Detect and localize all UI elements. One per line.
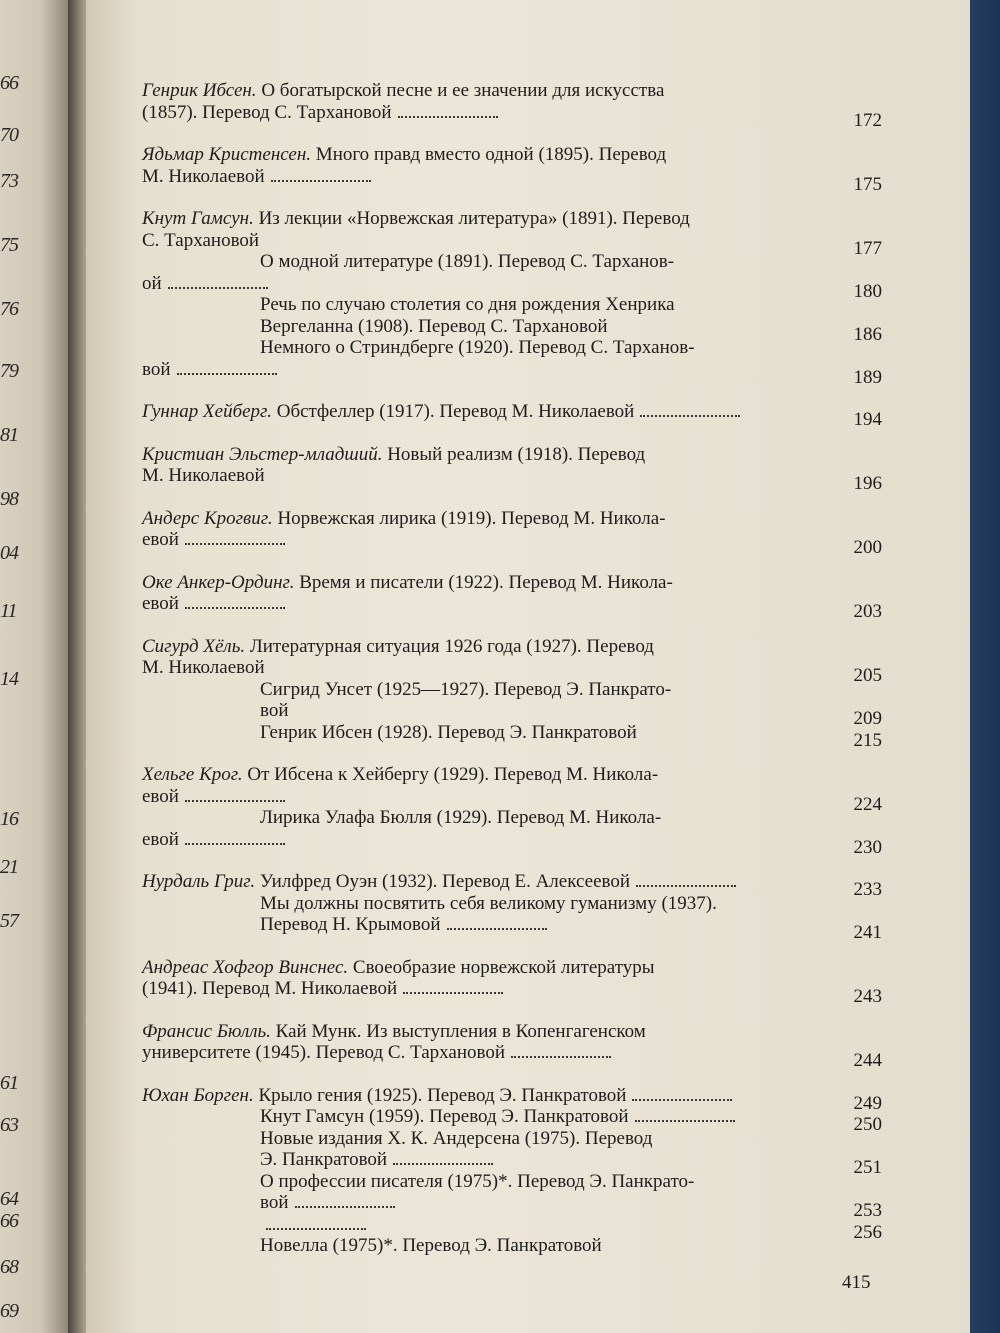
- author-name: Сигурд Хёль.: [142, 635, 250, 657]
- margin-page-number: 81: [0, 424, 18, 446]
- margin-page-number: 11: [0, 600, 17, 622]
- margin-page-number: 04: [0, 542, 18, 564]
- entry-title: Новые издания Х. К. Андерсена (1975). Перевод: [260, 1127, 653, 1149]
- margin-page-number: 75: [0, 234, 18, 256]
- toc-line: [142, 1214, 882, 1243]
- entry-title: Время и писатели (1922). Перевод М. Никола-: [299, 571, 673, 593]
- entry-title: Кай Мунк. Из выступления в Копенгагенском: [275, 1020, 646, 1042]
- toc-line: [142, 251, 882, 273]
- entry-title: Из лекции «Норвежская литература» (1891). Перевод: [258, 208, 690, 229]
- dot-leader: [635, 1114, 735, 1122]
- dot-leader: [185, 537, 285, 545]
- dot-leader: [398, 110, 498, 118]
- margin-page-number: 66: [0, 1210, 18, 1232]
- toc-entry: [142, 764, 882, 858]
- dot-leader: [632, 1093, 732, 1101]
- toc-line: [142, 807, 882, 829]
- entry-title: От Ибсена к Хейбергу (1929). Перевод М. Никола-: [247, 764, 659, 785]
- toc-line: [142, 80, 882, 102]
- toc-line: [142, 700, 882, 729]
- author-name: Оке Анкер-Ординг.: [142, 571, 300, 593]
- dot-leader: [177, 367, 277, 375]
- entry-title: О профессии писателя (1975)*. Перевод Э. Панкрато-: [260, 1170, 695, 1192]
- toc-page-number: 230: [853, 836, 882, 858]
- table-of-contents: [142, 80, 882, 1278]
- margin-page-number: 57: [0, 910, 18, 932]
- toc-page-number: 196: [853, 473, 882, 494]
- entry-title: Крыло гения (1925). Перевод Э. Панкратовой: [258, 1084, 627, 1106]
- toc-line: [142, 679, 882, 701]
- entry-title: Мы должны посвятить себя великому гуманизму (1937).: [260, 892, 717, 914]
- toc-entry: [142, 401, 882, 430]
- entry-title: М. Николаевой: [142, 657, 265, 678]
- toc-line: [142, 1021, 882, 1043]
- toc-page-number: 224: [853, 793, 882, 815]
- toc-line: [142, 208, 882, 230]
- toc-line: [142, 593, 882, 622]
- toc-line: [142, 1106, 882, 1135]
- entry-title: вой: [260, 1192, 289, 1213]
- toc-line: [142, 1128, 882, 1150]
- dot-leader: [185, 601, 285, 609]
- author-name: Нурдаль Григ.: [142, 871, 260, 892]
- toc-line: [142, 144, 882, 166]
- toc-entry: [142, 1020, 882, 1071]
- author-name: Франсис Бюлль.: [142, 1020, 276, 1042]
- toc-line: [142, 657, 882, 686]
- toc-page-number: 172: [853, 109, 882, 131]
- toc-line: [142, 572, 882, 594]
- toc-page-number: 250: [853, 1114, 882, 1135]
- entry-title: Обстфеллер (1917). Перевод М. Николаевой: [276, 401, 635, 422]
- toc-line: [142, 957, 882, 979]
- toc-entry: [142, 635, 882, 751]
- dot-leader: [447, 922, 547, 930]
- author-name: Гуннар Хейберг.: [142, 401, 277, 422]
- book-cover-edge: [970, 0, 1000, 1333]
- author-name: Андерс Крогвиг.: [142, 507, 278, 529]
- toc-page-number: 249: [853, 1092, 882, 1114]
- author-name: Кристиан Эльстер-младший.: [142, 443, 388, 465]
- toc-line: [142, 1149, 882, 1178]
- entry-title: С. Тархановой: [142, 229, 260, 251]
- entry-title: Перевод Н. Крымовой: [260, 914, 441, 935]
- entry-title: Э. Панкратовой: [260, 1149, 388, 1170]
- toc-page-number: 177: [853, 237, 882, 259]
- dot-leader: [393, 1157, 493, 1165]
- toc-line: [142, 401, 882, 430]
- margin-page-number: 16: [0, 808, 18, 830]
- entry-title: (1941). Перевод М. Николаевой: [142, 978, 398, 999]
- entry-title: Генрик Ибсен (1928). Перевод Э. Панкратовой: [260, 721, 637, 743]
- entry-title: Литературная ситуация 1926 года (1927). Перевод: [249, 635, 654, 657]
- toc-line: [142, 444, 882, 466]
- dot-leader: [403, 986, 503, 994]
- toc-line: [142, 272, 882, 302]
- dot-leader: [168, 281, 268, 289]
- toc-page-number: 189: [853, 366, 882, 388]
- entry-title: Речь по случаю столетия со дня рождения Хенрика: [260, 294, 675, 315]
- toc-line: [142, 1084, 882, 1114]
- toc-line: [142, 636, 882, 658]
- dot-leader: [511, 1050, 611, 1058]
- entry-title: Немного о Стриндберге (1920). Перевод С. Тарханов-: [260, 337, 695, 358]
- toc-entry: [142, 443, 882, 494]
- toc-line: [142, 315, 882, 345]
- toc-page-number: 243: [853, 986, 882, 1007]
- toc-line: [142, 529, 882, 558]
- margin-page-number: 68: [0, 1256, 18, 1278]
- dot-leader: [266, 1222, 366, 1230]
- toc-entry: [142, 571, 882, 622]
- toc-page-number: 241: [853, 922, 882, 943]
- toc-line: [142, 1235, 882, 1257]
- toc-entry: [142, 871, 882, 943]
- margin-page-number: 64: [0, 1188, 18, 1210]
- entry-title: О богатырской песне и ее значении для искусства: [261, 80, 665, 101]
- toc-line: [142, 721, 882, 751]
- toc-line: [142, 1192, 882, 1221]
- toc-line: [142, 785, 882, 815]
- toc-page-number: 251: [853, 1157, 882, 1178]
- margin-page-number: 76: [0, 298, 18, 320]
- toc-page-number: 175: [853, 173, 882, 195]
- toc-page-number: 244: [853, 1050, 882, 1071]
- toc-entry: [142, 208, 882, 388]
- page-number: 415: [842, 1272, 871, 1293]
- dot-leader: [636, 879, 736, 887]
- entry-title: Вергеланна (1908). Перевод С. Тархановой: [260, 315, 608, 337]
- toc-line: [142, 165, 882, 195]
- margin-page-number: 14: [0, 668, 18, 690]
- margin-page-number: 73: [0, 170, 18, 192]
- toc-line: [142, 358, 882, 388]
- toc-line: [142, 101, 882, 131]
- toc-entry: [142, 80, 882, 131]
- entry-title: (1857). Перевод С. Тархановой: [142, 101, 392, 123]
- toc-page-number: 200: [853, 537, 882, 558]
- toc-line: [142, 978, 882, 1007]
- margin-page-number: 21: [0, 856, 18, 878]
- entry-title: О модной литературе (1891). Перевод С. Тарханов-: [260, 251, 675, 272]
- entry-title: Норвежская лирика (1919). Перевод М. Никола-: [277, 507, 666, 529]
- toc-page-number: 209: [853, 708, 882, 729]
- dot-leader: [271, 174, 371, 182]
- toc-line: [142, 229, 882, 259]
- toc-line: [142, 465, 882, 494]
- toc-line: [142, 337, 882, 359]
- entry-title: евой: [142, 593, 179, 614]
- entry-title: Новелла (1975)*. Перевод Э. Панкратовой: [260, 1235, 602, 1256]
- margin-page-number: 66: [0, 72, 18, 94]
- author-name: Генрик Ибсен.: [142, 80, 262, 101]
- toc-line: [142, 1042, 882, 1071]
- author-name: Хельге Крог.: [142, 764, 248, 785]
- dot-leader: [185, 794, 285, 802]
- entry-title: Много правд вместо одной (1895). Перевод: [315, 144, 667, 165]
- toc-page-number: 253: [853, 1200, 882, 1221]
- entry-title: евой: [142, 828, 179, 850]
- entry-title: евой: [142, 529, 179, 550]
- margin-page-number: 63: [0, 1114, 18, 1136]
- toc-line: [142, 1171, 882, 1193]
- toc-page-number: 203: [853, 601, 882, 622]
- toc-line: [142, 294, 882, 316]
- toc-page-number: 186: [853, 323, 882, 345]
- margin-page-number: 61: [0, 1072, 18, 1094]
- book-gutter: [68, 0, 88, 1333]
- toc-entry: [142, 1085, 882, 1257]
- entry-title: Своеобразие норвежской литературы: [352, 956, 655, 978]
- entry-title: евой: [142, 785, 179, 807]
- margin-page-number: 70: [0, 124, 18, 146]
- entry-title: М. Николаевой: [142, 465, 265, 486]
- toc-line: [142, 893, 882, 915]
- left-page: [0, 0, 68, 1333]
- entry-title: Уилфред Оуэн (1932). Перевод Е. Алексеевой: [259, 871, 631, 892]
- entry-title: ой: [142, 272, 162, 294]
- author-name: Кнут Гамсун.: [142, 208, 259, 229]
- margin-page-number: 98: [0, 488, 18, 510]
- entry-title: вой: [142, 358, 171, 380]
- toc-entry: [142, 507, 882, 558]
- toc-page-number: 205: [853, 665, 882, 686]
- toc-line: [142, 764, 882, 786]
- entry-title: Сигрид Унсет (1925—1927). Перевод Э. Панкрато-: [260, 678, 672, 700]
- entry-title: М. Николаевой: [142, 165, 265, 187]
- toc-page-number: 180: [853, 280, 882, 302]
- dot-leader: [295, 1200, 395, 1208]
- toc-entry: [142, 144, 882, 195]
- toc-line: [142, 828, 882, 858]
- margin-page-number: 69: [0, 1300, 18, 1322]
- toc-entry: [142, 956, 882, 1007]
- entry-title: Кнут Гамсун (1959). Перевод Э. Панкратовой: [260, 1106, 629, 1127]
- entry-title: вой: [260, 700, 289, 721]
- entry-title: Лирика Улафа Бюлля (1929). Перевод М. Никола-: [260, 807, 662, 828]
- dot-leader: [185, 837, 285, 845]
- toc-page-number: 256: [853, 1221, 882, 1243]
- entry-title: Новый реализм (1918). Перевод: [387, 443, 646, 465]
- author-name: Андреас Хофгор Винснес.: [142, 956, 353, 978]
- author-name: Юхан Борген.: [142, 1084, 259, 1106]
- toc-page-number: 233: [853, 879, 882, 900]
- toc-line: [142, 871, 882, 900]
- margin-page-number: 79: [0, 360, 18, 382]
- toc-page-number: 194: [853, 409, 882, 430]
- toc-line: [142, 508, 882, 530]
- entry-title: университете (1945). Перевод С. Тархановой: [142, 1042, 506, 1063]
- toc-page-number: 215: [853, 729, 882, 751]
- author-name: Ядьмар Кристенсен.: [142, 144, 316, 165]
- dot-leader: [640, 409, 740, 417]
- toc-line: [142, 914, 882, 943]
